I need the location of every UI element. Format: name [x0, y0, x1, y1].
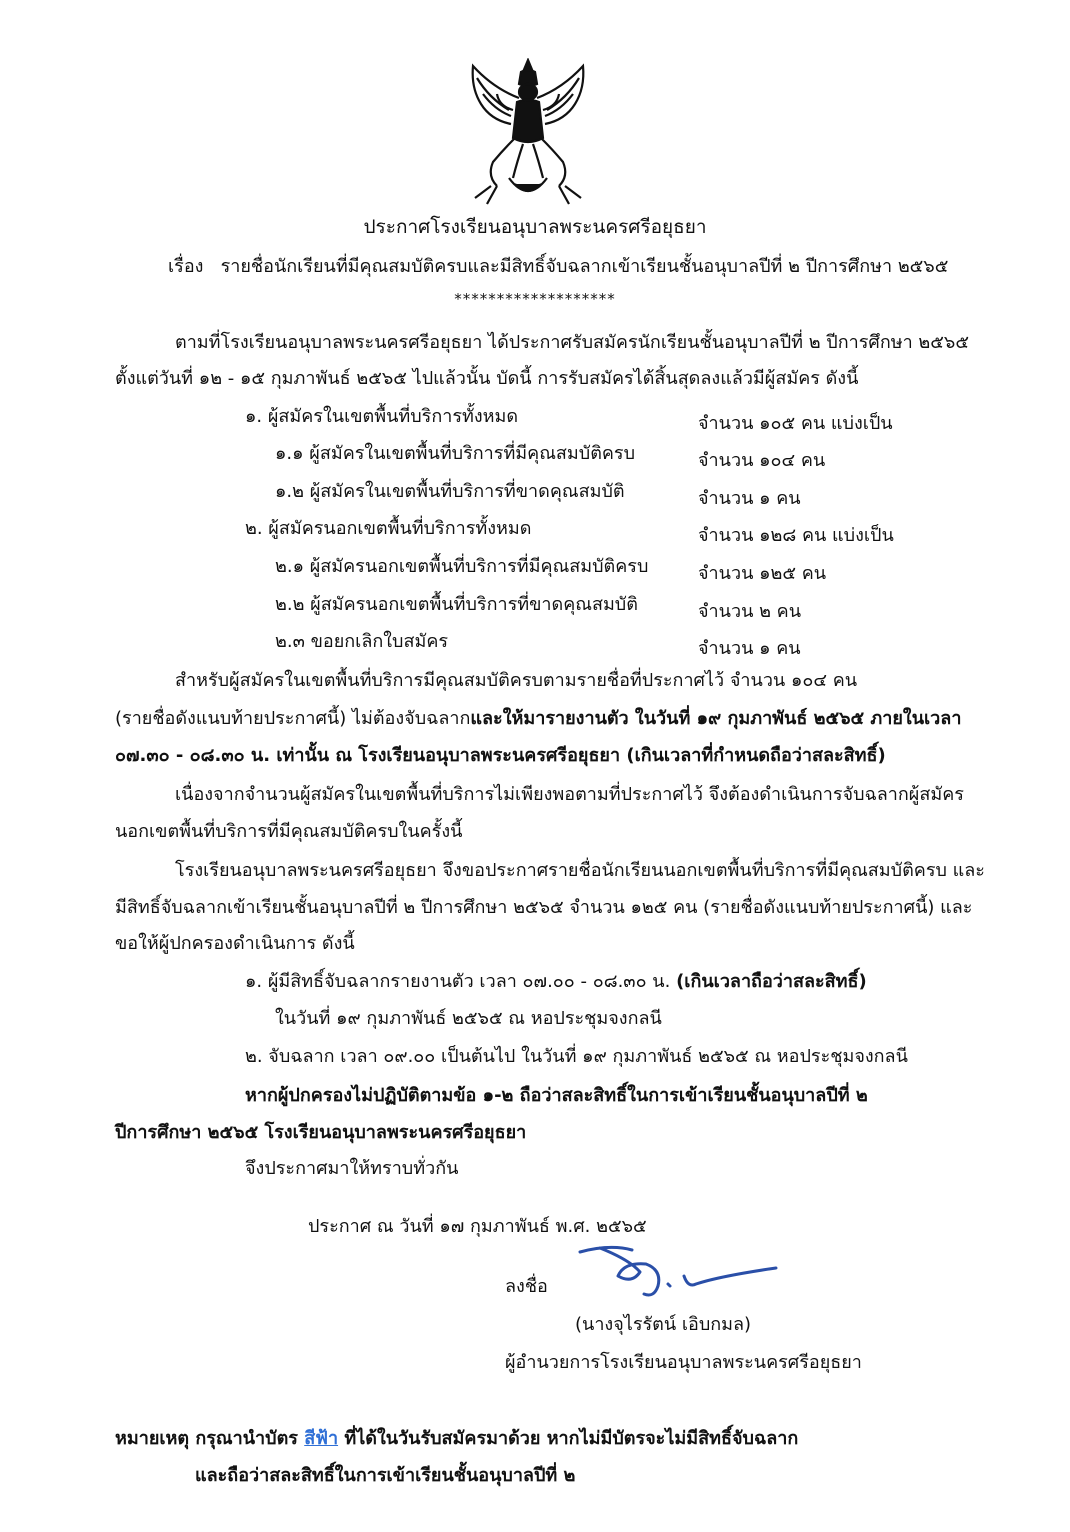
- list-item: ๒.๑ ผู้สมัครนอกเขตพื้นที่บริการที่มีคุณสมบัติครบ: [275, 556, 649, 577]
- note-color-word: สีฟ้า: [304, 1428, 339, 1449]
- note-line-1: [115, 1430, 798, 1448]
- header-divider: *******************: [454, 290, 616, 308]
- note-suffix: ที่ได้ในวันรับสมัครมาด้วย หากไม่มีบัตรจะไม่มีสิทธิ์จับฉลาก: [344, 1428, 799, 1449]
- warning-line-2: ปีการศึกษา ๒๕๖๕ โรงเรียนอนุบาลพระนครศรีอยุธยา: [115, 1122, 527, 1143]
- subject-label: เรื่อง: [168, 256, 204, 277]
- list-item-amount: จำนวน ๑๐๔ คน: [698, 450, 826, 471]
- intro-line-1: ตามที่โรงเรียนอนุบาลพระนครศรีอยุธยา ได้ประกาศรับสมัครนักเรียนชั้นอนุบาลปีที่ ๒ ปีการศึกษา ๒๕๖๕: [175, 332, 969, 353]
- intro-line-2: ตั้งแต่วันที่ ๑๒ - ๑๕ กุมภาพันธ์ ๒๕๖๕ ไปแล้วนั้น บัดนี้ การรับสมัครได้สิ้นสุดลงแล้วมีผู้สมัคร ดังนี้: [115, 368, 859, 389]
- list-item-amount: จำนวน ๑๐๕ คน แบ่งเป็น: [698, 413, 893, 434]
- announce-date: ประกาศ ณ วันที่ ๑๗ กุมภาพันธ์ พ.ศ. ๒๕๖๕: [308, 1216, 647, 1237]
- list-item-amount: จำนวน ๑ คน: [698, 638, 801, 659]
- subject-line: [168, 258, 948, 276]
- in-area-line-1: สำหรับผู้สมัครในเขตพื้นที่บริการมีคุณสมบัติครบตามรายชื่อที่ประกาศไว้ จำนวน ๑๐๔ คน: [175, 670, 858, 691]
- list-item: ๒.๓ ขอยกเลิกใบสมัคร: [275, 631, 449, 652]
- closing-text: จึงประกาศมาให้ทราบทั่วกัน: [245, 1158, 459, 1179]
- list-item: ๑.๒ ผู้สมัครในเขตพื้นที่บริการที่ขาดคุณสมบัติ: [275, 481, 625, 502]
- list-item-amount: จำนวน ๑ คน: [698, 488, 801, 509]
- in-area-line-2-normal: (รายชื่อดังแนบท้ายประกาศนี้) ไม่ต้องจับฉลาก: [115, 708, 471, 729]
- step-1-bold: (เกินเวลาถือว่าสละสิทธิ์): [676, 971, 867, 992]
- insufficient-line-2: นอกเขตพื้นที่บริการที่มีคุณสมบัติครบในครั้งนี้: [115, 821, 463, 842]
- note-line-2: และถือว่าสละสิทธิ์ในการเข้าเรียนชั้นอนุบาลปีที่ ๒: [195, 1465, 576, 1486]
- announcement-title: ประกาศโรงเรียนอนุบาลพระนครศรีอยุธยา: [363, 216, 707, 238]
- signature-mark: [570, 1240, 785, 1310]
- signer-name: (นางจุไรรัตน์ เอิบกมล): [575, 1314, 752, 1335]
- list-item-amount: จำนวน ๑๒๕ คน: [698, 563, 827, 584]
- in-area-line-2: [115, 710, 961, 728]
- announce-line-3: ขอให้ผู้ปกครองดำเนินการ ดังนี้: [115, 933, 355, 954]
- in-area-line-3: ๐๗.๓๐ - ๐๘.๓๐ น. เท่านั้น ณ โรงเรียนอนุบาลพระนครศรีอยุธยา (เกินเวลาที่กำหนดถือว่าสละสิทธิ์): [115, 745, 886, 766]
- step-1-line-2: ในวันที่ ๑๙ กุมภาพันธ์ ๒๕๖๕ ณ หอประชุมจงกลนี: [275, 1008, 662, 1029]
- list-item: ๑. ผู้สมัครในเขตพื้นที่บริการทั้งหมด: [245, 406, 519, 427]
- in-area-line-2-bold: และให้มารายงานตัว ในวันที่ ๑๙ กุมภาพันธ์ ๒๕๖๕ ภายในเวลา: [470, 708, 962, 729]
- step-2: ๒. จับฉลาก เวลา ๐๙.๐๐ เป็นต้นไป ในวันที่ ๑๙ กุมภาพันธ์ ๒๕๖๕ ณ หอประชุมจงกลนี: [245, 1046, 908, 1067]
- subject-text: รายชื่อนักเรียนที่มีคุณสมบัติครบและมีสิทธิ์จับฉลากเข้าเรียนชั้นอนุบาลปีที่ ๒ ปีการศึกษา ๒๕๖๕: [220, 256, 949, 277]
- note-prefix: หมายเหตุ กรุณานำบัตร: [115, 1428, 298, 1449]
- list-item-amount: จำนวน ๒ คน: [698, 601, 802, 622]
- warning-line-1: หากผู้ปกครองไม่ปฏิบัติตามข้อ ๑-๒ ถือว่าสละสิทธิ์ในการเข้าเรียนชั้นอนุบาลปีที่ ๒: [245, 1085, 868, 1106]
- list-item: ๒.๒ ผู้สมัครนอกเขตพื้นที่บริการที่ขาดคุณสมบัติ: [275, 594, 638, 615]
- insufficient-line-1: เนื่องจากจำนวนผู้สมัครในเขตพื้นที่บริการไม่เพียงพอตามที่ประกาศไว้ จึงต้องดำเนินการจับฉลากผู้สมัคร: [175, 784, 964, 805]
- signer-position: ผู้อำนวยการโรงเรียนอนุบาลพระนครศรีอยุธยา: [505, 1352, 862, 1373]
- step-1-normal: ๑. ผู้มีสิทธิ์จับฉลากรายงานตัว เวลา ๐๗.๐๐ - ๐๘.๓๐ น.: [245, 971, 671, 992]
- announce-line-2: มีสิทธิ์จับฉลากเข้าเรียนชั้นอนุบาลปีที่ ๒ ปีการศึกษา ๒๕๖๕ จำนวน ๑๒๕ คน (รายชื่อดังแนบท้ายประกาศนี้) และ: [115, 897, 973, 918]
- list-item-amount: จำนวน ๑๒๘ คน แบ่งเป็น: [698, 525, 894, 546]
- garuda-emblem-icon: [463, 58, 593, 206]
- list-item: ๑.๑ ผู้สมัครในเขตพื้นที่บริการที่มีคุณสมบัติครบ: [275, 443, 636, 464]
- signature-label: ลงชื่อ: [505, 1276, 548, 1297]
- list-item: ๒. ผู้สมัครนอกเขตพื้นที่บริการทั้งหมด: [245, 518, 532, 539]
- step-1: [245, 973, 867, 991]
- announce-line-1: โรงเรียนอนุบาลพระนครศรีอยุธยา จึงขอประกาศรายชื่อนักเรียนนอกเขตพื้นที่บริการที่มีคุณสมบัติครบ และ: [175, 860, 985, 881]
